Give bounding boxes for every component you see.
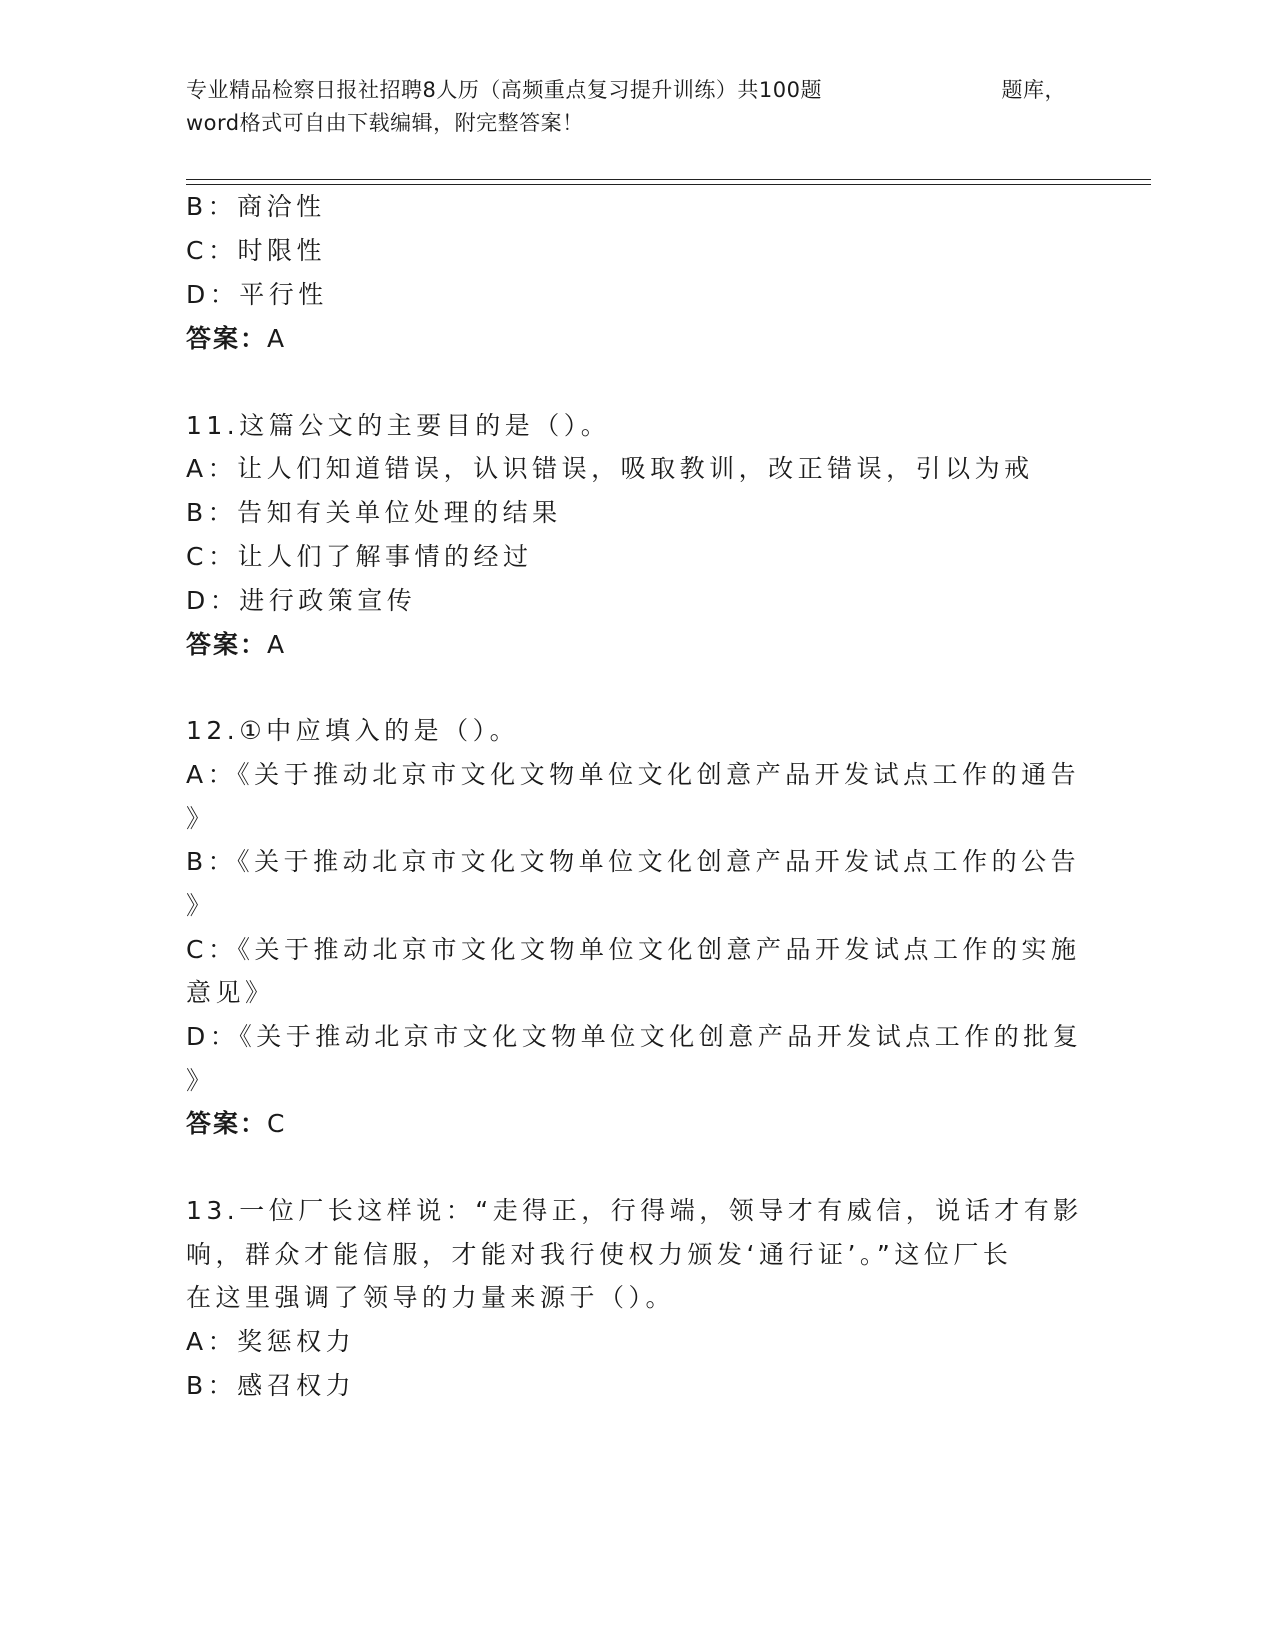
answer-line <box>186 322 286 356</box>
header-title-tail: 题库， <box>1001 78 1066 102</box>
answer-value: A <box>267 324 287 353</box>
header-line-1 <box>186 74 1066 107</box>
option-b: B：告知有关单位处理的结果 <box>186 498 562 527</box>
option-a: A：《关于推动北京市文化文物单位文化创意产品开发试点工作的通告 <box>186 760 1081 789</box>
option-a: A：让人们知道错误，认识错误，吸取教训，改正错误，引以为戒 <box>186 454 1034 483</box>
answer-label: 答案： <box>186 1109 268 1138</box>
answer-value: A <box>267 630 287 659</box>
option-d: D：平行性 <box>186 280 328 309</box>
option-a: A：奖惩权力 <box>186 1327 356 1356</box>
answer-line <box>186 1107 286 1141</box>
option-c: C：时限性 <box>186 236 326 265</box>
option-b-continuation: 》 <box>186 891 216 920</box>
header-divider-top <box>186 179 1151 180</box>
option-b: B：《关于推动北京市文化文物单位文化创意产品开发试点工作的公告 <box>186 847 1081 876</box>
option-b: B：感召权力 <box>186 1371 356 1400</box>
answer-value: C <box>267 1109 287 1138</box>
header-subtitle: word格式可自由下载编辑，附完整答案！ <box>186 111 584 135</box>
question-stem: 11.这篇公文的主要目的是（）。 <box>186 411 611 440</box>
answer-line <box>186 628 286 662</box>
option-c: C：让人们了解事情的经过 <box>186 542 533 571</box>
answer-label: 答案： <box>186 324 268 353</box>
option-d-continuation: 》 <box>186 1066 216 1095</box>
header-divider-bottom <box>186 184 1151 185</box>
question-stem-line-3: 在这里强调了领导的力量来源于（）。 <box>186 1283 676 1312</box>
option-c: C：《关于推动北京市文化文物单位文化创意产品开发试点工作的实施 <box>186 935 1081 964</box>
question-stem-line-2: 响，群众才能信服，才能对我行使权力颁发‘通行证’。”这位厂长 <box>186 1240 1013 1269</box>
question-stem: 13.一位厂长这样说：“走得正，行得端，领导才有威信，说话才有影 <box>186 1196 1083 1225</box>
answer-label: 答案： <box>186 630 268 659</box>
option-c-continuation: 意见》 <box>186 978 275 1007</box>
header-title: 专业精品检察日报社招聘8人历（高频重点复习提升训练）共100题 <box>186 78 822 102</box>
option-d: D：进行政策宣传 <box>186 586 417 615</box>
option-a-continuation: 》 <box>186 804 216 833</box>
question-stem: 12.①中应填入的是（）。 <box>186 716 520 745</box>
option-d: D：《关于推动北京市文化文物单位文化创意产品开发试点工作的批复 <box>186 1022 1083 1051</box>
page-header <box>186 74 1066 140</box>
option-b: B：商洽性 <box>186 192 326 221</box>
